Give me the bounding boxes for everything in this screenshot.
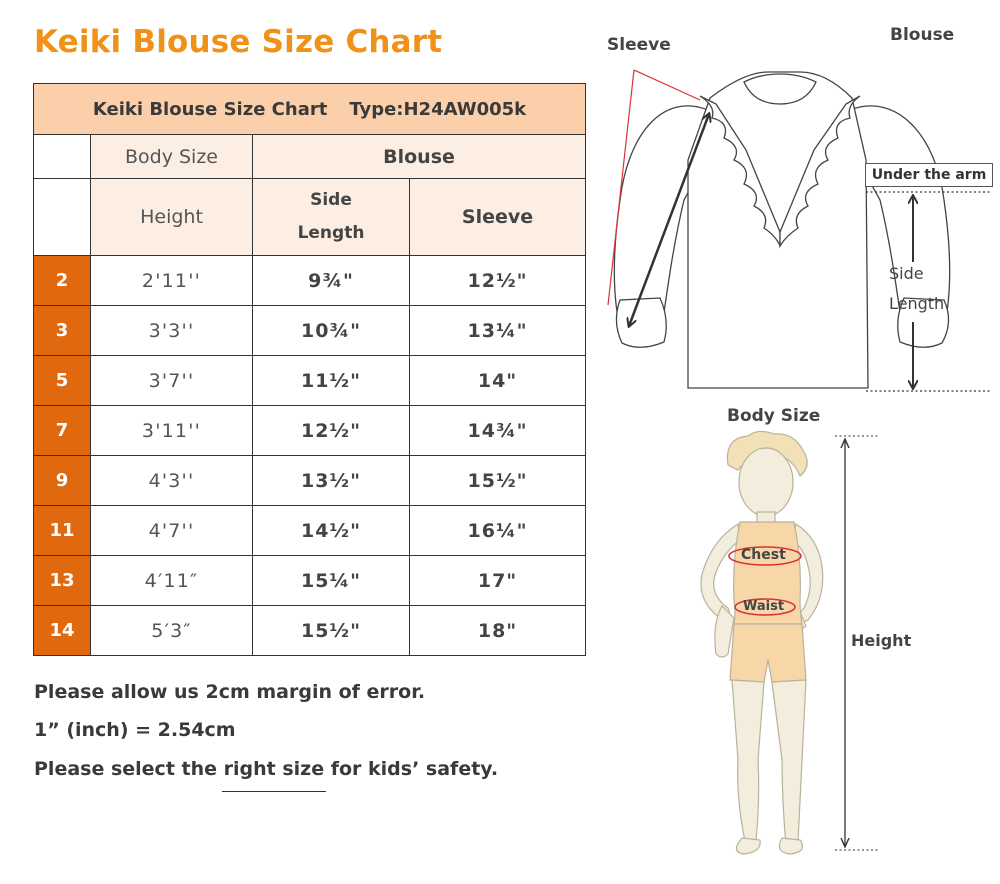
page-title: Keiki Blouse Size Chart: [34, 24, 443, 60]
under-arm-label: Under the arm: [865, 163, 993, 187]
note-safety-post: for kids’ safety.: [324, 758, 499, 780]
side-length-cell: 12½": [253, 406, 410, 456]
height-cell: 4'3'': [91, 456, 253, 506]
sleeve-cell: 15½": [410, 456, 586, 506]
mannequin-left-leg: [732, 680, 764, 846]
height-cell: 3'11'': [91, 406, 253, 456]
side-length-label-2: Length: [889, 294, 945, 313]
sleeve-label: Sleeve: [607, 35, 671, 55]
mannequin-head: [739, 448, 793, 516]
size-cell: 14: [34, 606, 91, 656]
sleeve-cell: 13¼": [410, 306, 586, 356]
side-length-cell: 13½": [253, 456, 410, 506]
group-body-size: Body Size: [91, 135, 253, 179]
side-length-cell: 15¼": [253, 556, 410, 606]
size-cell: 5: [34, 356, 91, 406]
mannequin-shorts: [730, 624, 806, 682]
size-cell: 11: [34, 506, 91, 556]
sleeve-cell: 16¼": [410, 506, 586, 556]
sleeve-cell: 14": [410, 356, 586, 406]
note-inch-conversion: 1” (inch) = 2.54cm: [34, 719, 236, 741]
note-margin-of-error: Please allow us 2cm margin of error.: [34, 681, 426, 703]
table-header-title: Keiki Blouse Size Chart: [92, 98, 328, 120]
sleeve-cell: 18": [410, 606, 586, 656]
mannequin-right-foot: [779, 838, 802, 854]
column-side-label-1: Side: [310, 190, 352, 210]
table-header-type: Type:H24AW005k: [349, 98, 527, 120]
column-side-label-2: Length: [297, 223, 365, 243]
side-length-cell: 14½": [253, 506, 410, 556]
side-length-cell: 9¾": [253, 256, 410, 306]
note-safety-pre: Please select the: [34, 758, 224, 780]
chest-label: Chest: [741, 547, 786, 563]
sleeve-cell: 17": [410, 556, 586, 606]
height-cell: 4′11″: [91, 556, 253, 606]
column-height: Height: [91, 179, 253, 256]
blouse-left-cuff: [616, 298, 666, 347]
blouse-label: Blouse: [890, 25, 955, 45]
height-cell: 2'11'': [91, 256, 253, 306]
height-cell: 5′3″: [91, 606, 253, 656]
height-label: Height: [851, 631, 912, 650]
note-safety-underlined: right size: [223, 758, 325, 780]
sleeve-cell: 14¾": [410, 406, 586, 456]
column-sleeve: Sleeve: [410, 179, 586, 256]
size-cell: 2: [34, 256, 91, 306]
height-cell: 4'7'': [91, 506, 253, 556]
size-cell: 3: [34, 306, 91, 356]
group-blouse: Blouse: [253, 135, 586, 179]
side-length-label-1: Side: [889, 264, 924, 283]
mannequin-illustration: [701, 431, 823, 854]
side-length-cell: 10¾": [253, 306, 410, 356]
height-cell: 3'7'': [91, 356, 253, 406]
sleeve-cell: 12½": [410, 256, 586, 306]
size-cell: 13: [34, 556, 91, 606]
size-cell: 9: [34, 456, 91, 506]
side-length-cell: 15½": [253, 606, 410, 656]
mannequin-right-leg: [772, 680, 806, 846]
side-length-cell: 11½": [253, 356, 410, 406]
waist-label: Waist: [743, 599, 785, 614]
mannequin-left-foot: [736, 838, 760, 854]
body-size-label: Body Size: [727, 406, 821, 426]
height-cell: 3'3'': [91, 306, 253, 356]
size-cell: 7: [34, 406, 91, 456]
